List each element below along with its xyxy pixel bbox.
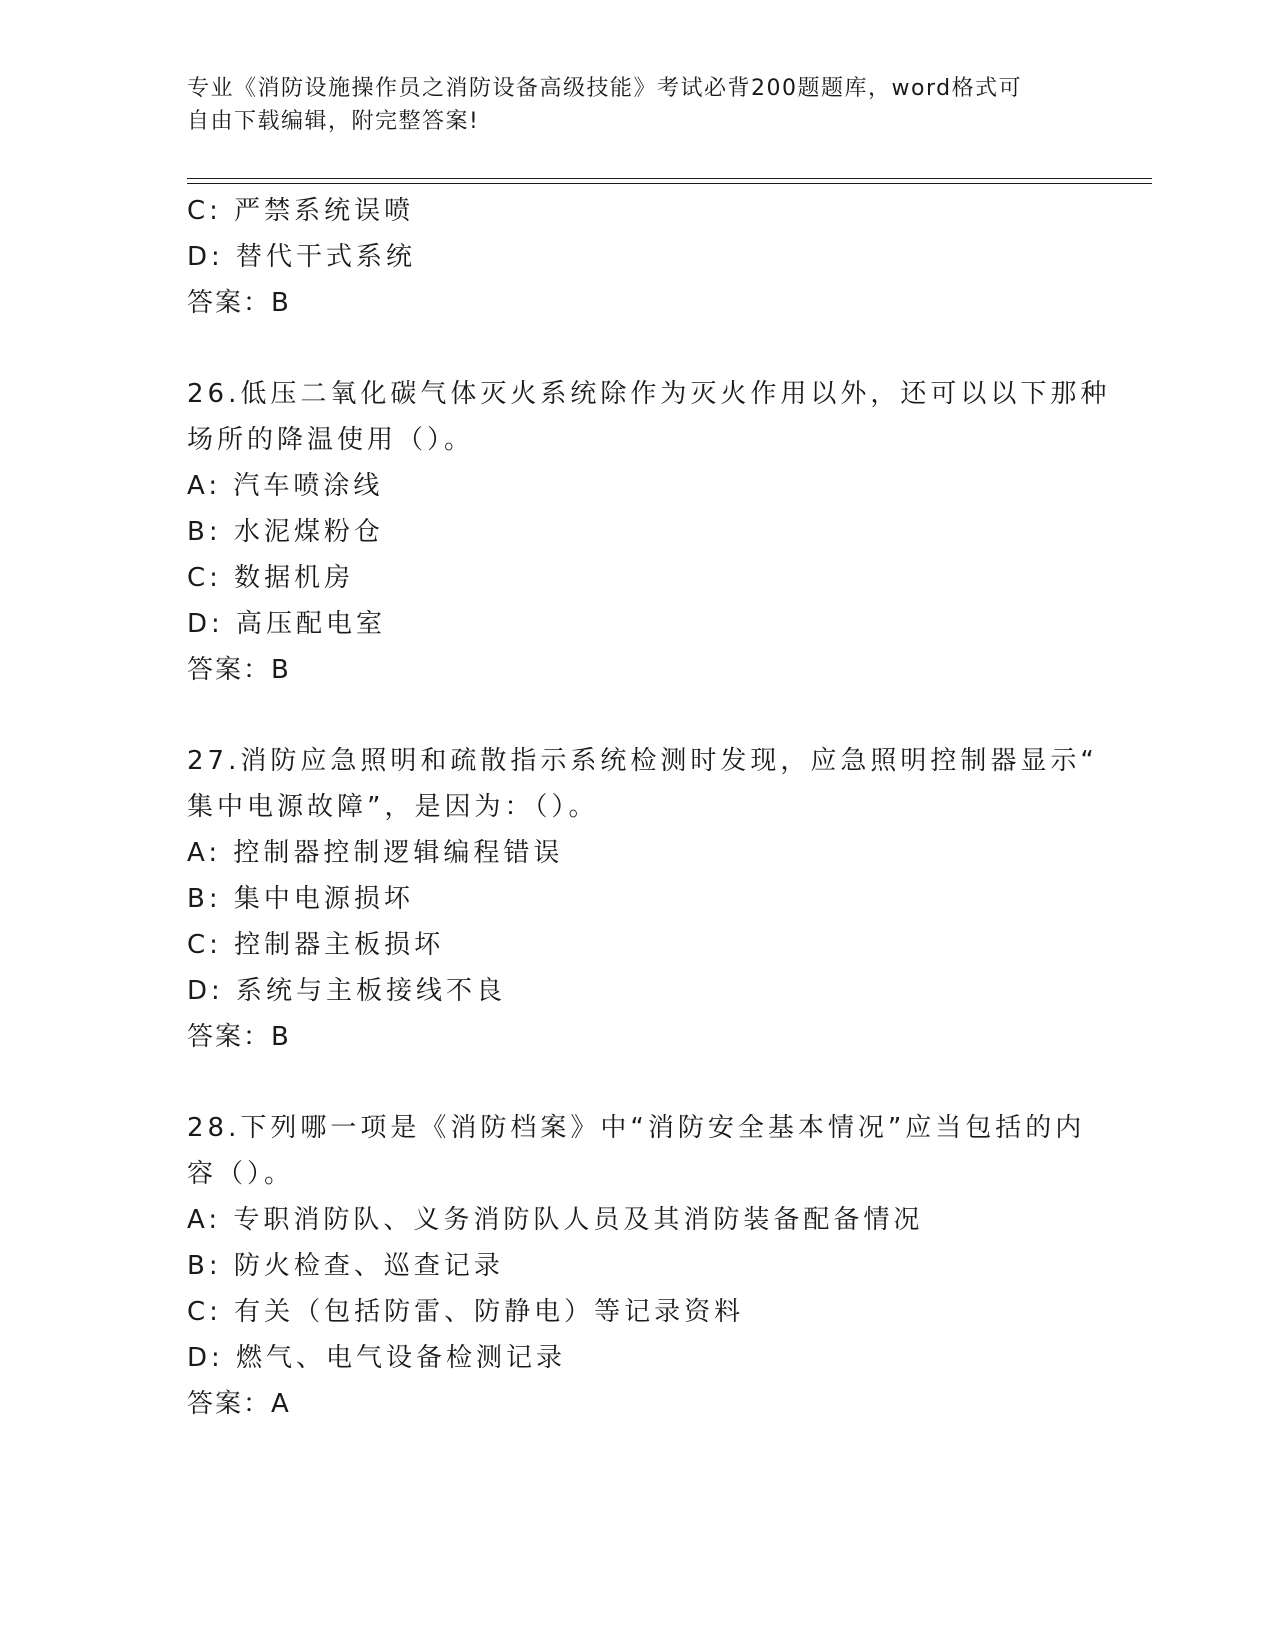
question-26 (187, 371, 1111, 693)
option-c: C: 数据机房 (187, 563, 355, 593)
option-b: B: 水泥煤粉仓 (187, 517, 384, 547)
page-header (187, 72, 1067, 138)
spacer (187, 693, 1087, 738)
header-line-1: 专业《消防设施操作员之消防设备高级技能》考试必背200题题库，word格式可 (187, 76, 1023, 101)
spacer (187, 326, 1087, 371)
option-a: A: 汽车喷涂线 (187, 471, 384, 501)
question-25-continued (187, 188, 1087, 326)
option-d: D: 高压配电室 (187, 609, 387, 639)
option-a: A: 控制器控制逻辑编程错误 (187, 838, 564, 868)
answer: 答案：B (187, 655, 291, 685)
header-line-2: 自由下载编辑，附完整答案! (187, 109, 480, 134)
answer: 答案：B (187, 288, 291, 318)
question-stem-line-2: 容（）。 (187, 1159, 295, 1189)
option-d: D: 系统与主板接线不良 (187, 976, 507, 1006)
header-divider-top (187, 178, 1152, 179)
question-list (187, 188, 1111, 1427)
option-d: D: 替代干式系统 (187, 242, 417, 272)
option-c: C: 严禁系统误喷 (187, 196, 415, 226)
answer: 答案：B (187, 1022, 291, 1052)
question-28 (187, 1105, 1087, 1427)
option-b: B: 防火检查、巡查记录 (187, 1251, 504, 1281)
question-stem-line-2: 集中电源故障”，是因为：（）。 (187, 792, 599, 822)
question-stem-line-1: 28.下列哪一项是《消防档案》中“消防安全基本情况”应当包括的内 (187, 1113, 1086, 1143)
question-stem-line-2: 场所的降温使用（）。 (187, 425, 475, 455)
option-b: B: 集中电源损坏 (187, 884, 414, 914)
spacer (187, 1060, 1087, 1105)
option-a: A: 专职消防队、义务消防队人员及其消防装备配备情况 (187, 1205, 924, 1235)
answer: 答案：A (187, 1389, 291, 1419)
option-c: C: 控制器主板损坏 (187, 930, 445, 960)
question-stem-line-1: 27.消防应急照明和疏散指示系统检测时发现，应急照明控制器显示“ (187, 746, 1098, 776)
question-stem-line-1: 26.低压二氧化碳气体灭火系统除作为灭火作用以外，还可以以下那种 (187, 379, 1111, 409)
option-d: D: 燃气、电气设备检测记录 (187, 1343, 567, 1373)
header-divider-bottom (187, 183, 1152, 184)
option-c: C: 有关（包括防雷、防静电）等记录资料 (187, 1297, 745, 1327)
question-27 (187, 738, 1098, 1060)
